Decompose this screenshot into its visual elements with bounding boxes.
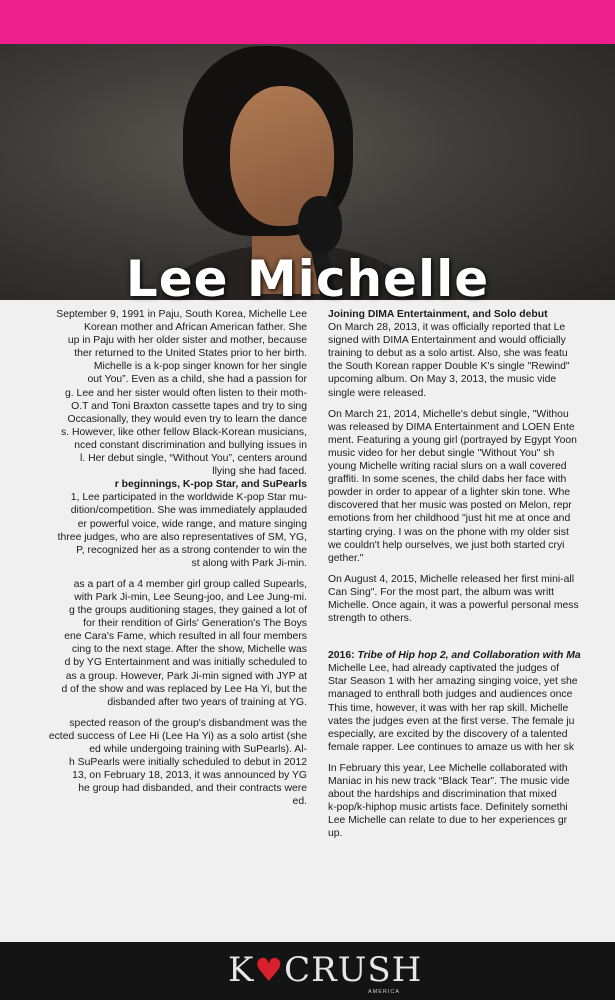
text-line: r beginnings, K-pop Star, and SuPearls: [114, 479, 307, 491]
text-line: managed to enthrall both judges and audiences once: [328, 689, 573, 701]
section-heading-2016: 2016: Tribe of Hip hop 2, and Collaboration with Ma: [328, 650, 581, 662]
text-line: l. Her debut single, “Without You”, centers around: [80, 453, 307, 465]
text-line: female rapper. Lee continues to amaze us with her sk: [328, 741, 575, 753]
text-line: as a group. However, Park Ji-min signed with JYP at: [65, 670, 307, 682]
text-line: spected reason of the group's disbandment was the: [69, 717, 307, 729]
text-line: upcoming album. On May 3, 2013, the music vide: [328, 374, 557, 386]
text-line: On March 21, 2014, Michelle's debut single, "Withou: [328, 408, 569, 420]
text-line: up in Paju with her older sister and mother, because: [67, 335, 307, 347]
text-line: powder in order to appear of a lighter skin tone. Whe: [328, 487, 571, 499]
paragraph-gap: [49, 709, 307, 717]
text-line: Maniac in his new track “Black Tear”. The music vide: [328, 776, 570, 787]
text-line: O.T and Toni Braxton cassette tapes and try to sing: [71, 400, 307, 412]
text-line: Occasionally, they would even try to learn the dance: [67, 413, 307, 425]
text-line: with Park Ji-min, Lee Seung-joo, and Lee Jung-mi.: [74, 591, 307, 603]
text-line: gether.": [328, 552, 364, 564]
paragraph-mini-album: [328, 573, 581, 625]
text-line: strength to others.: [328, 613, 412, 625]
text-line: dition/competition. She was immediately applauded: [70, 505, 307, 517]
text-line: Star Season 1 with her amazing singing voice, yet she: [328, 676, 578, 688]
text-line: ected success of Lee Hi (Lee Ha Yi) as a solo artist (she: [48, 730, 307, 742]
kcrush-logo[interactable]: K♥CRUSH: [228, 950, 423, 990]
text-line: g the groups auditioning stages, they gained a lot of: [68, 605, 307, 617]
text-line: ene Cara's Fame, which resulted in all four members: [64, 631, 307, 643]
paragraph-tribe-of-hiphop: [328, 662, 581, 754]
text-line: Lee Michelle can relate to due to her experiences gr: [328, 815, 568, 827]
text-line: g. Lee and her sister would often listen to their moth-: [64, 387, 307, 399]
text-line: 13, on February 18, 2013, it was announced by YG: [72, 770, 307, 782]
paragraph-debut-single: [328, 408, 581, 565]
text-line: h SuPearls were initially scheduled to debut in 2012: [69, 757, 307, 769]
text-line: On August 4, 2015, Michelle released her first mini-all: [328, 573, 575, 585]
text-line: September 9, 1991 in Paju, South Korea, Michelle Lee: [56, 309, 307, 320]
article-body: [0, 300, 615, 942]
paragraph-gap: [49, 570, 307, 578]
text-line: s. However, like other fellow Black-Korean musicians,: [60, 426, 307, 438]
text-line: Michelle. Once again, it was a powerful personal mess: [328, 599, 579, 611]
text-line: Michelle is a k-pop singer known for her single: [93, 361, 307, 373]
text-line: three judges, who are also representatives of SM, YG,: [57, 531, 307, 543]
text-line: ment. Featuring a young girl (portrayed by Egypt Yoon: [328, 434, 577, 446]
text-line: music video for her debut single "Without You" sh: [328, 447, 555, 459]
text-line: single were released.: [328, 387, 427, 399]
text-line: he group had disbanded, and their contracts were: [78, 783, 307, 795]
text-line: about the hardships and discrimination that mixed: [328, 789, 557, 801]
text-line: On March 28, 2013, it was officially reported that Le: [328, 322, 566, 334]
text-line: training to debut as a solo artist. Also, she was featu: [328, 348, 568, 360]
footer: [0, 942, 615, 1000]
text-line: out You”. Even as a child, she had a passion for: [87, 374, 307, 386]
text-line: especially, are excited by the discovery of a talented: [328, 728, 568, 740]
text-line: we couldn't help ourselves, we just both started cryi: [328, 539, 565, 551]
text-line: d of the show and was replaced by Lee Ha Yi, but the: [61, 683, 307, 695]
text-line: the South Korean rapper Double K's single "Rewind": [328, 361, 570, 373]
text-line: starting crying. I was on the phone with my older sist: [328, 526, 569, 538]
text-line: d by YG Entertainment and was initially scheduled to: [64, 657, 307, 669]
text-line: st along with Park Ji-min.: [191, 557, 307, 569]
text-line: up.: [328, 828, 343, 840]
text-line: k-pop/k-hiphop music artists face. Definitely somethi: [328, 802, 568, 814]
left-column: [49, 308, 307, 808]
text-line: nced constant discrimination and bullying issues in: [74, 439, 307, 451]
text-line: ed while undergoing training with SuPearls). Al-: [89, 744, 307, 755]
text-line: ed.: [292, 796, 307, 808]
heart-icon: ♥: [254, 951, 285, 989]
text-line: P, recognized her as a strong contender to win the: [76, 544, 307, 556]
paragraph-dima: [328, 321, 581, 400]
text-line: cing to the next stage. After the show, Michelle was: [71, 644, 307, 656]
logo-subtitle: AMERICA: [368, 989, 401, 995]
right-column: [328, 308, 581, 840]
text-line: disbanded after two years of training at YG.: [107, 696, 307, 708]
text-line: as a part of a 4 member girl group called Supearls,: [73, 578, 307, 590]
text-line: er powerful voice, wide range, and mature singing: [77, 518, 307, 530]
text-line: This time, however, it was with her rap skill. Michelle: [328, 702, 569, 714]
text-line: discovered that her music was posted on Melon, repr: [328, 500, 572, 512]
text-line: Michelle Lee, had already captivated the judges of: [328, 663, 560, 675]
text-line: Can Sing". For the most part, the album was writt: [328, 586, 555, 598]
text-line: graffiti. In some scenes, the child dabs her face with: [328, 474, 567, 486]
text-line: Korean mother and African American father. She: [84, 322, 307, 334]
paragraph-collaboration: [328, 762, 581, 841]
section-heading-dima: Joining DIMA Entertainment, and Solo debut: [328, 309, 548, 320]
text-line: was released by DIMA Entertainment and LOEN Ente: [328, 421, 575, 433]
text-line: vates the judges even at the first verse. The female ju: [328, 715, 575, 727]
top-accent-bar: [0, 0, 615, 44]
text-line: llying she had faced.: [212, 466, 307, 478]
article-title: Lee Michelle: [125, 250, 490, 308]
text-line: for their rendition of Girls' Generation's The Boys: [83, 618, 307, 630]
text-line: signed with DIMA Entertainment and would officially: [328, 335, 566, 347]
microphone: [298, 196, 342, 254]
text-line: young Michelle writing racial slurs on a wall covered: [328, 461, 567, 473]
text-line: emotions from her childhood "just hit me at once and: [328, 513, 571, 525]
text-line: ther returned to the United States prior to her birth.: [74, 348, 307, 360]
text-line: 1, Lee participated in the worldwide K-pop Star mu-: [70, 492, 307, 504]
text-line: In February this year, Lee Michelle collaborated with: [328, 762, 568, 774]
